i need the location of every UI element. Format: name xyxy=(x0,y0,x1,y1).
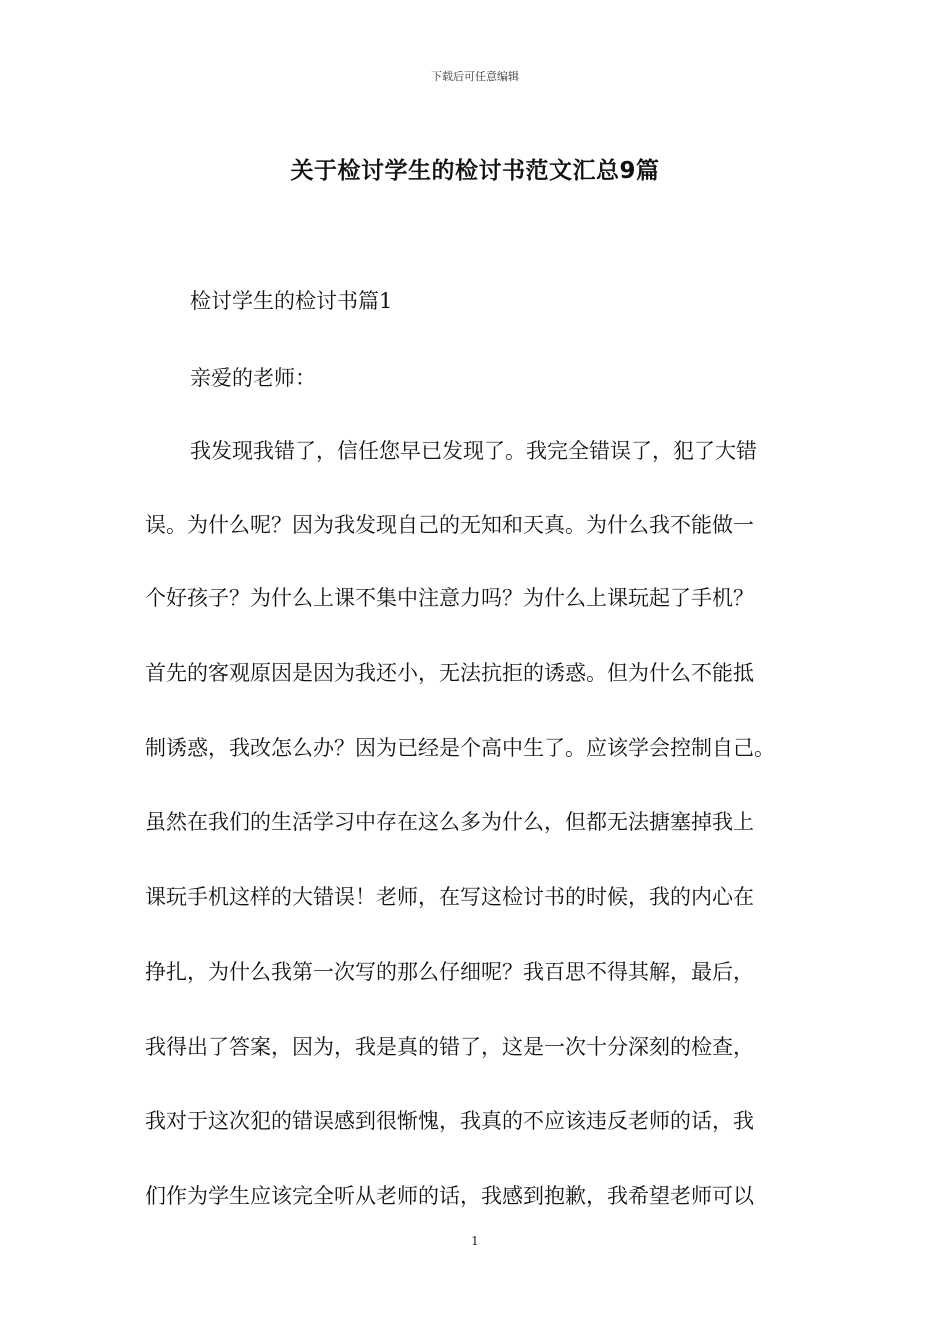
body-line: 我发现我错了，信任您早已发现了。我完全错误了，犯了大错 xyxy=(190,439,757,463)
body-line: 们作为学生应该完全听从老师的话，我感到抱歉，我希望老师可以 xyxy=(145,1184,754,1208)
header-note: 下载后可任意编辑 xyxy=(431,70,519,83)
body-line: 误。为什么呢？因为我发现自己的无知和天真。为什么我不能做一 xyxy=(145,513,754,537)
body-line: 课玩手机这样的大错误！老师，在写这检讨书的时候，我的内心在 xyxy=(145,885,754,909)
salutation: 亲爱的老师： xyxy=(190,366,316,390)
page-number: 1 xyxy=(471,1234,479,1248)
section-heading: 检讨学生的检讨书篇1 xyxy=(190,289,393,313)
body-line: 挣扎，为什么我第一次写的那么仔细呢？我百思不得其解，最后， xyxy=(145,960,754,984)
body-line: 我得出了答案，因为，我是真的错了，这是一次十分深刻的检查， xyxy=(145,1035,754,1059)
body-line: 虽然在我们的生活学习中存在这么多为什么，但都无法搪塞掉我上 xyxy=(145,810,754,834)
body-line: 制诱惑，我改怎么办？因为已经是个高中生了。应该学会控制自己。 xyxy=(145,736,775,760)
body-line: 我对于这次犯的错误感到很惭愧，我真的不应该违反老师的话，我 xyxy=(145,1109,754,1133)
document-title: 关于检讨学生的检讨书范文汇总9篇 xyxy=(290,158,660,184)
body-line: 首先的客观原因是因为我还小，无法抗拒的诱惑。但为什么不能抵 xyxy=(145,661,754,685)
body-line: 个好孩子？为什么上课不集中注意力吗？为什么上课玩起了手机？ xyxy=(145,586,754,610)
